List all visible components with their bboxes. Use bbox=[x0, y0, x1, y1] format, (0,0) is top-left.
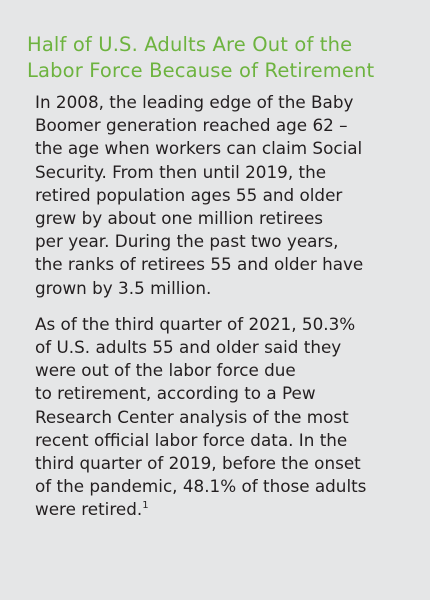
text-line: Research Center analysis of the most bbox=[35, 406, 349, 427]
text-line: per year. During the past two years, bbox=[35, 231, 339, 252]
text-line: to retirement, according to a Pew bbox=[35, 383, 316, 404]
text-line: grown by 3.5 million. bbox=[35, 277, 212, 298]
title-line: Labor Force Because of Retirement bbox=[27, 59, 375, 82]
text-line: As of the third quarter of 2021, 50.3% bbox=[35, 313, 356, 334]
panel-body bbox=[35, 91, 421, 535]
text-line: of the pandemic, 48.1% of those adults bbox=[35, 476, 367, 497]
paragraph-2 bbox=[35, 313, 421, 522]
text-line: of U.S. adults 55 and older said they bbox=[35, 337, 342, 358]
panel-title bbox=[27, 32, 422, 84]
title-line: Half of U.S. Adults Are Out of the bbox=[27, 33, 353, 56]
text-line: the ranks of retirees 55 and older have bbox=[35, 254, 364, 275]
text-line: were out of the labor force due bbox=[35, 360, 296, 381]
text-line: recent official labor force data. In the bbox=[35, 429, 348, 450]
text-line: retired population ages 55 and older bbox=[35, 184, 343, 205]
last-text-line bbox=[35, 498, 421, 521]
text-line: the age when workers can claim Social bbox=[35, 138, 363, 159]
paragraph-1 bbox=[35, 91, 421, 300]
text-line: third quarter of 2019, before the onset bbox=[35, 453, 361, 474]
footnote-marker[interactable]: 1 bbox=[142, 500, 149, 512]
text-line: grew by about one million retirees bbox=[35, 208, 324, 229]
text-line-content: were retired. bbox=[35, 499, 143, 520]
text-line: Boomer generation reached age 62 – bbox=[35, 115, 348, 136]
text-line: In 2008, the leading edge of the Baby bbox=[35, 92, 354, 112]
text-line: Security. From then until 2019, the bbox=[35, 161, 327, 182]
